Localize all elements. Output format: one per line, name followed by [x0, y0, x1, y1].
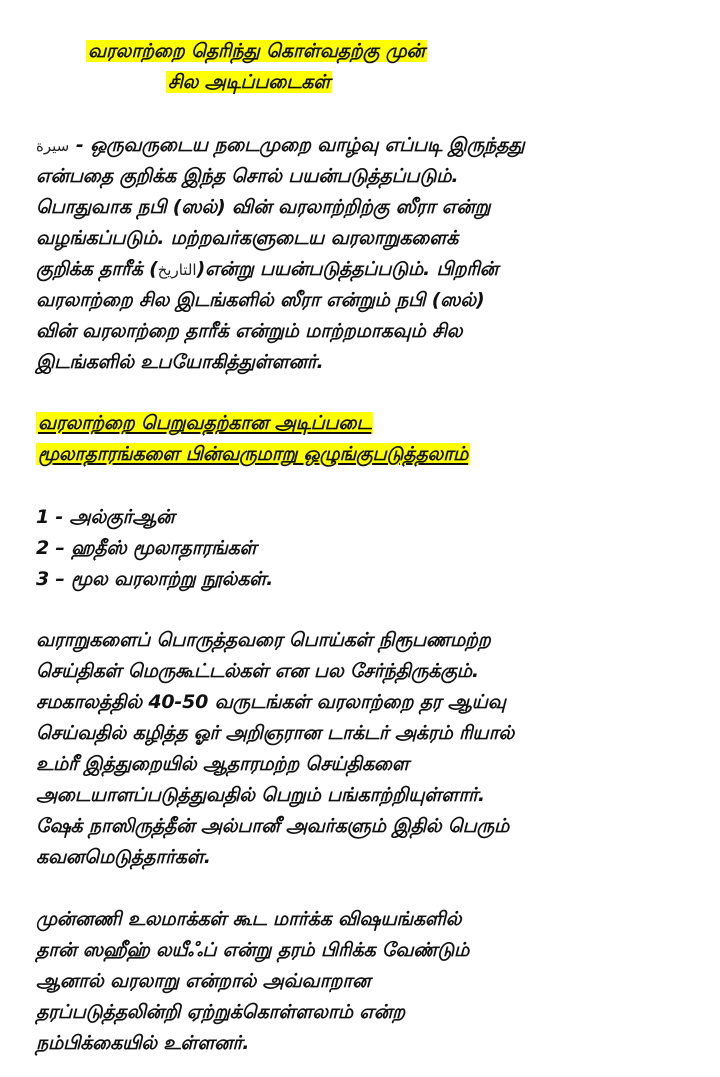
para1-line5-prefix: குறிக்க தாரீக் ( — [36, 258, 158, 280]
para1-line-7: வின் வரலாற்றை தாரீக் என்றும் மாற்றமாகவும் சில — [36, 320, 463, 342]
para1-line-3: பொதுவாக நபி (ஸல்) வின் வரலாற்றிற்கு ஸீரா என்று — [36, 196, 491, 218]
para1-line-2: என்பதை குறிக்க இந்த சொல் பயன்படுத்தப்படும். — [36, 165, 459, 187]
para1-line5-close: ) — [196, 258, 206, 280]
para2-line-8: கவனமெடுத்தார்கள். — [36, 846, 211, 868]
title-highlight-2: சில அடிப்படைகள் — [168, 71, 331, 93]
title-line-1 — [86, 38, 427, 66]
para2-line-1: வராறுகளைப் பொருத்தவரை பொய்கள் நிரூபணமற்ற — [36, 629, 491, 651]
title-highlight-1: வரலாற்றை தெரிந்து கொள்வதற்கு முன் — [88, 40, 425, 62]
para1-line-4: வழங்கப்படும். மற்றவர்களுடைய வரலாறுகளைக் — [36, 227, 459, 249]
arabic-term-tareekh: التاريخ — [157, 261, 197, 279]
para3-line-5: நம்பிக்கையில் உள்ளனர். — [36, 1032, 250, 1054]
para1-text-1: - ஒருவருடைய நடைமுறை வாழ்வு எப்படி இருந்தது — [69, 134, 525, 156]
heading2-line-2 — [36, 441, 470, 469]
para2-line-6: அடையாளப்படுத்துவதில் பெறும் பங்காற்றியுள்ளார். — [36, 784, 485, 806]
heading2-highlight-2: மூலாதாரங்களை பின்வருமாறு ஒழுங்குபடுத்தலாம் — [38, 443, 469, 465]
title-line-2 — [166, 69, 332, 97]
para1-line-8: இடங்களில் உபயோகித்துள்ளனர். — [36, 351, 324, 373]
para3-line-2: தான் ஸஹீஹ் லயீஃப் என்று தரம் பிரிக்க வேண்டும் — [36, 939, 470, 961]
para3-line-4: தரப்படுத்தலின்றி ஏற்றுக்கொள்ளலாம் என்ற — [36, 1001, 405, 1023]
arabic-term-seera: سيرة — [36, 137, 70, 155]
heading2-line-1 — [36, 410, 373, 438]
source-item-1: 1 - அல்குர்ஆன் — [36, 506, 175, 528]
para2-line-5: உம்ரீ இத்துறையில் ஆதாரமற்ற செய்திகளை — [36, 753, 409, 775]
para1-line-1 — [36, 132, 525, 160]
para2-line-3: சமகாலத்தில் 40-50 வருடங்கள் வரலாற்றை தர ஆய்வு — [36, 691, 506, 713]
para3-line-3: ஆனால் வரலாறு என்றால் அவ்வாறான — [36, 970, 371, 992]
source-item-2: 2 – ஹதீஸ் மூலாதாரங்கள் — [36, 537, 257, 559]
para1-line5-rest: என்று பயன்படுத்தப்படும். பிறரின் — [205, 258, 499, 280]
para2-line-4: செய்வதில் கழித்த ஓர் அறிஞரான டாக்டர் அக்ரம் ரியால் — [36, 722, 515, 744]
heading2-highlight-1: வரலாற்றை பெறுவதற்கான அடிப்படை — [38, 412, 372, 434]
source-item-3: 3 – மூல வரலாற்று நூல்கள். — [36, 568, 274, 590]
para3-line-1: முன்னணி உலமாக்கள் கூட மார்க்க விஷயங்களில் — [36, 908, 462, 930]
para2-line-2: செய்திகள் மெருகூட்டல்கள் என பல சேர்ந்திருக்கும். — [36, 660, 479, 682]
para1-line-5 — [36, 256, 498, 284]
para2-line-7: ஷேக் நாஸிருத்தீன் அல்பானீ அவர்களும் இதில் பெரும் — [36, 815, 510, 837]
para1-line-6: வரலாற்றை சில இடங்களில் ஸீரா என்றும் நபி (ஸல்) — [36, 289, 485, 311]
